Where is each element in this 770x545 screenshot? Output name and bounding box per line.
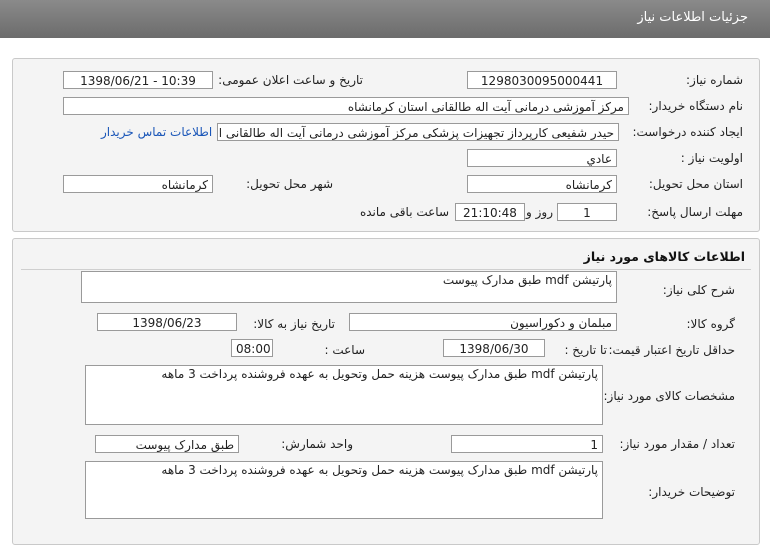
until-date-field[interactable]: 1398/06/30: [443, 339, 545, 357]
qty-field[interactable]: 1: [451, 435, 603, 453]
creator-field[interactable]: حیدر شفیعی کارپرداز تجهیزات پزشکی مرکز آموزشی درمانی آیت اله طالقانی ا: [217, 123, 619, 141]
goods-section-title: اطلاعات کالاهای مورد نیاز: [583, 249, 745, 264]
specs-field[interactable]: پارتیشن mdf طبق مدارک پیوست هزینه حمل وتحویل به عهده فروشنده پرداخت 3 ماهه: [85, 365, 603, 425]
goods-group-field[interactable]: مبلمان و دکوراسیون: [349, 313, 617, 331]
priority-field[interactable]: عادي: [467, 149, 617, 167]
need-date-label: تاریخ نیاز به کالا:: [253, 317, 335, 331]
buyer-contact-link[interactable]: اطلاعات تماس خریدار: [101, 125, 213, 139]
announce-field[interactable]: 1398/06/21 - 10:39: [63, 71, 213, 89]
buyer-notes-field[interactable]: پارتیشن mdf طبق مدارک پیوست هزینه حمل وتحویل به عهده فروشنده پرداخت 3 ماهه: [85, 461, 603, 519]
remaining-label: ساعت باقی مانده: [359, 205, 449, 219]
buyer-notes-label: توضیحات خریدار:: [648, 485, 735, 499]
deadline-days-field[interactable]: 1: [557, 203, 617, 221]
general-desc-label: شرح کلی نیاز:: [662, 283, 735, 297]
goods-group-label: گروه کالا:: [686, 317, 735, 331]
hour-field[interactable]: 08:00: [231, 339, 273, 357]
buyer-org-label: نام دستگاه خریدار:: [648, 99, 743, 113]
goods-info-panel: [12, 238, 760, 545]
priority-label: اولویت نیاز :: [680, 151, 743, 165]
page-title: جزئیات اطلاعات نیاز: [637, 10, 748, 25]
until-date-label: تا تاریخ :: [564, 343, 607, 357]
deadline-label: مهلت ارسال پاسخ:: [647, 205, 743, 219]
creator-label: ایجاد کننده درخواست:: [632, 125, 743, 139]
page-header: [0, 0, 770, 38]
delivery-city-label: شهر محل تحویل:: [246, 177, 333, 191]
need-info-panel: [12, 58, 760, 232]
delivery-province-label: استان محل تحویل:: [648, 177, 743, 191]
buyer-org-field[interactable]: مرکز آموزشی درمانی آیت اله طالقانی استان کرمانشاه: [63, 97, 629, 115]
announce-label: تاریخ و ساعت اعلان عمومی:: [218, 73, 363, 87]
general-desc-field[interactable]: پارتیشن mdf طبق مدارک پیوست: [81, 271, 617, 303]
section-divider: [21, 269, 751, 270]
delivery-city-field[interactable]: کرمانشاه: [63, 175, 213, 193]
min-validity-label: حداقل تاریخ اعتبار قیمت:: [608, 343, 735, 357]
days-and-label: روز و: [526, 205, 553, 219]
need-number-label: شماره نیاز:: [686, 73, 743, 87]
hour-label: ساعت :: [324, 343, 365, 357]
delivery-province-field[interactable]: کرمانشاه: [467, 175, 617, 193]
unit-field[interactable]: طبق مدارک پیوست: [95, 435, 239, 453]
need-date-field[interactable]: 1398/06/23: [97, 313, 237, 331]
deadline-time-field[interactable]: 21:10:48: [455, 203, 525, 221]
qty-label: تعداد / مقدار مورد نیاز:: [619, 437, 735, 451]
specs-label: مشخصات کالای مورد نیاز:: [603, 389, 735, 403]
unit-label: واحد شمارش:: [281, 437, 353, 451]
need-number-field[interactable]: 1298030095000441: [467, 71, 617, 89]
